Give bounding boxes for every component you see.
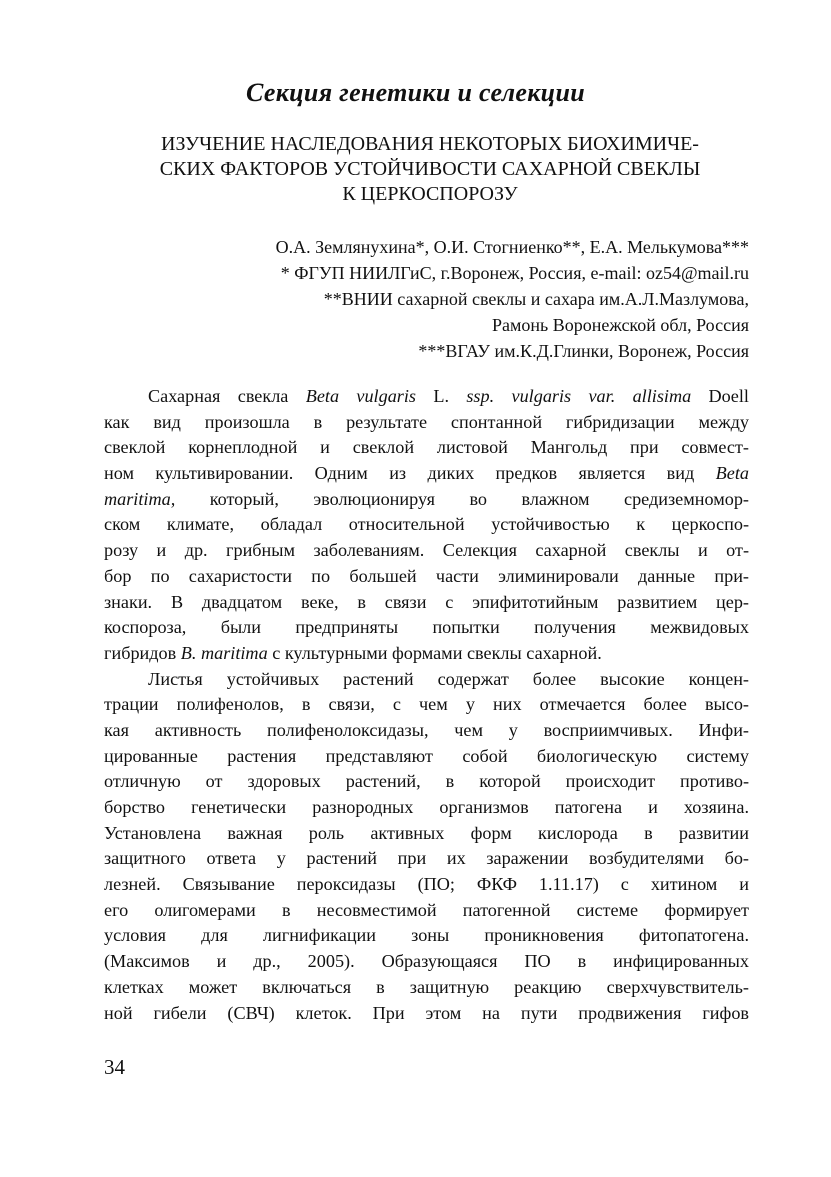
text-line: лезней. Связывание пероксидазы (ПО; ФКФ 1.11.17) с хитином и	[104, 874, 749, 895]
text-line	[104, 641, 749, 667]
section-heading: Секция генетики и селекции	[246, 78, 585, 107]
text-line	[104, 487, 749, 513]
author-names: О.А. Землянухина*, О.И. Стогниенко**, Е.А. Мелькумова***	[275, 237, 749, 257]
affiliation-line: ***ВГАУ им.К.Д.Глинки, Воронеж, Россия	[418, 341, 749, 361]
text-line: Листья устойчивых растений содержат более высокие концен-	[148, 668, 749, 689]
species-name: Beta vulgaris	[305, 386, 416, 406]
authors-block	[89, 234, 749, 364]
subspecies-name: ssp. vulgaris var. allisima	[466, 386, 692, 406]
title-line: К ЦЕРКОСПОРОЗУ	[342, 183, 518, 205]
title-line: СКИХ ФАКТОРОВ УСТОЙЧИВОСТИ САХАРНОЙ СВЕКЛЫ	[159, 158, 701, 180]
text-run: ном культивировании. Одним из диких предков является вид	[104, 463, 716, 484]
title-line: ИЗУЧЕНИЕ НАСЛЕДОВАНИЯ НЕКОТОРЫХ БИОХИМИЧЕ-	[161, 133, 699, 155]
affiliation-line: **ВНИИ сахарной свеклы и сахара им.А.Л.Мазлумова,	[323, 289, 749, 309]
text-line: коспороза, были предприняты попытки получения межвидовых	[104, 617, 749, 638]
page-number: 34	[104, 1055, 125, 1079]
text-run: Сахарная свекла	[148, 386, 306, 406]
text-run: который, эволюционируя во влажном средиземномор-	[175, 488, 749, 509]
text-line	[104, 384, 749, 410]
text-line: как вид произошла в результате спонтанной гибридизации между	[104, 411, 749, 432]
text-line: цированные растения представляют собой биологическую систему	[104, 745, 749, 766]
species-name: B. maritima	[180, 642, 268, 663]
species-name: Beta	[715, 463, 749, 484]
article-title	[110, 132, 750, 207]
affiliation-line: * ФГУП НИИЛГиС, г.Воронеж, Россия, e-mail: oz54@mail.ru	[280, 263, 749, 283]
text-line: условия для лигнификации зоны проникновения фитопатогена.	[104, 925, 749, 946]
text-run: гибридов	[104, 642, 181, 663]
text-line: отличную от здоровых растений, в которой происходит противо-	[104, 771, 749, 792]
text-run: L.	[416, 386, 467, 406]
text-line: борство генетически разнородных организмов патогена и хозяина.	[104, 797, 749, 817]
text-line: знаки. В двадцатом веке, в связи с эпифитотийным развитием цер-	[104, 591, 749, 612]
text-line: защитного ответа у растений при их заражении возбудителями бо-	[104, 848, 749, 869]
text-line: (Максимов и др., 2005). Образующаяся ПО в инфицированных	[104, 951, 749, 972]
text-run: Doell	[691, 386, 749, 406]
text-line: клетках может включаться в защитную реакцию сверхчувствитель-	[104, 976, 749, 997]
text-line: трации полифенолов, в связи, с чем у них отмечается более высо-	[104, 694, 749, 715]
body-text	[104, 384, 749, 1026]
text-line: свеклой корнеплодной и свеклой листовой Мангольд при совмест-	[104, 437, 749, 458]
affiliation-line: Рамонь Воронежской обл, Россия	[491, 315, 749, 335]
text-line: кая активность полифенолоксидазы, чем у восприимчивых. Инфи-	[104, 719, 749, 740]
text-line: Установлена важная роль активных форм кислорода в развитии	[104, 822, 749, 843]
text-run: с культурными формами свеклы сахарной.	[267, 642, 602, 663]
text-line: ной гибели (СВЧ) клеток. При этом на пути продвижения гифов	[104, 1002, 749, 1023]
text-line	[104, 461, 749, 487]
text-line: ском климате, обладал относительной устойчивостью к церкоспо-	[104, 514, 749, 535]
text-line: бор по сахаристости по большей части элиминировали данные при-	[104, 565, 749, 586]
text-line: розу и др. грибным заболеваниям. Селекция сахарной свеклы и от-	[104, 540, 749, 561]
text-line: его олигомерами в несовместимой патогенной системе формирует	[104, 899, 749, 920]
species-name: maritima,	[104, 488, 176, 509]
